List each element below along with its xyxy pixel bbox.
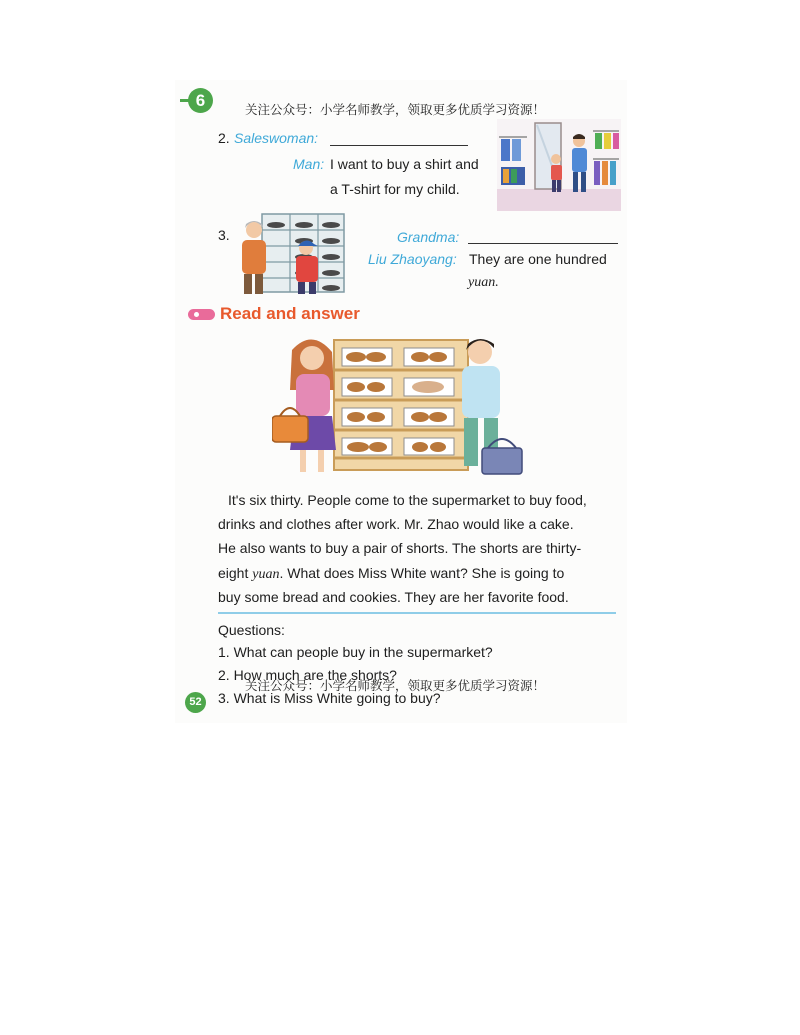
saleswoman-answer-blank[interactable] [330, 145, 468, 146]
question-3: 3. What is Miss White going to buy? [218, 690, 441, 706]
shoe-shop-illustration [232, 208, 346, 296]
passage-line-4 [218, 564, 564, 584]
liu-zhaoyang-line-2: yuan. [468, 275, 499, 290]
saleswoman-label: Saleswoman: [234, 130, 319, 146]
section-divider [218, 612, 616, 614]
passage-line-4-start: eight [218, 565, 253, 581]
passage-line-2: drinks and clothes after work. Mr. Zhao would like a cake. [218, 516, 574, 532]
passage-line-5: buy some bread and cookies. They are her favorite food. [218, 589, 569, 605]
question-1: 1. What can people buy in the supermarket? [218, 644, 493, 660]
liu-zhaoyang-line-1: They are one hundred [469, 251, 607, 267]
page-number-badge: 52 [185, 692, 206, 713]
bread-shelf [334, 340, 468, 470]
item2-number: 2. [218, 130, 230, 146]
passage-line-4-yuan: yuan [252, 567, 280, 582]
watermark-bottom: 关注公众号：小学名师教学，领取更多优质学习资源！ [245, 678, 546, 693]
grandma-answer-blank[interactable] [468, 243, 618, 244]
section-marker-icon [188, 309, 215, 320]
liu-zhaoyang-label: Liu Zhaoyang: [368, 251, 457, 267]
man-label: Man: [293, 156, 325, 172]
grandma-label: Grandma: [397, 229, 460, 245]
passage-line-4-end: . What does Miss White want? She is going to [279, 565, 565, 581]
question-2: 2. How much are the shorts? [218, 667, 397, 683]
bakery-illustration [272, 330, 532, 482]
unit-badge: 6 [188, 88, 213, 113]
watermark-top: 关注公众号：小学名师教学，领取更多优质学习资源！ [245, 102, 546, 117]
man-line-1: I want to buy a shirt and [330, 156, 479, 172]
section-title: Read and answer [220, 304, 360, 323]
item3-number: 3. [218, 227, 230, 243]
passage-line-3: He also wants to buy a pair of shorts. The shorts are thirty- [218, 540, 582, 556]
man-line-2: a T-shirt for my child. [330, 181, 460, 197]
passage-line-1: It's six thirty. People come to the supermarket to buy food, [228, 492, 587, 508]
questions-heading: Questions: [218, 622, 285, 638]
clothes-shop-illustration [497, 119, 621, 211]
